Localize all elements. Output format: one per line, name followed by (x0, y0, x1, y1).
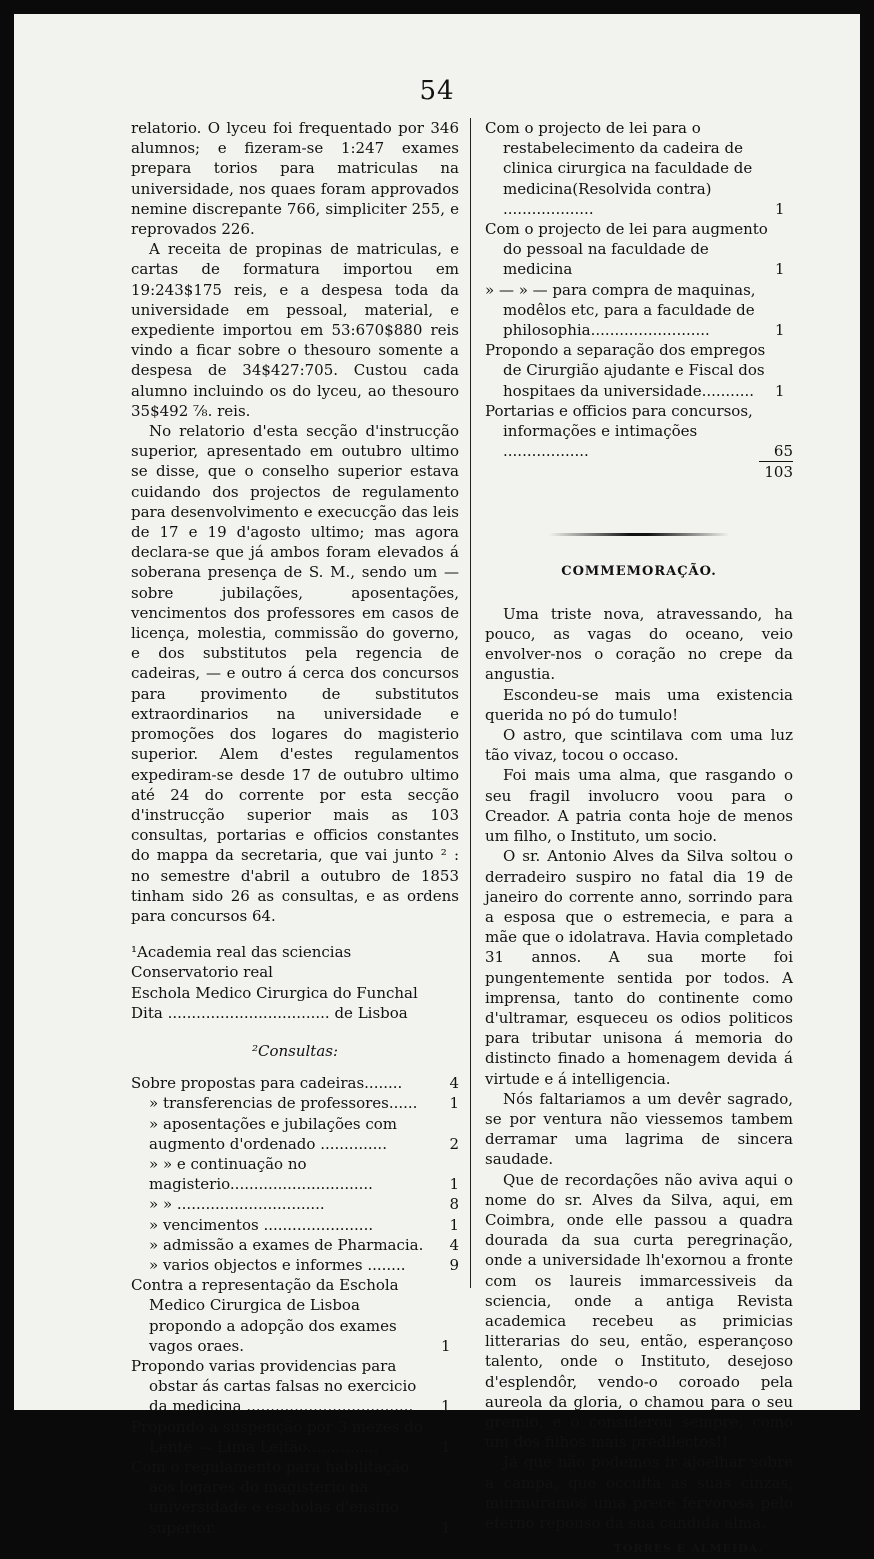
consultation-entry: Propondo a suspenção por 3 mezes do Lente — Lima Leitão............... 1 (131, 1417, 451, 1456)
entry-text: Propondo varias providencias para obstar ás cartas falsas no exercicio da medicina ................................... (131, 1356, 417, 1416)
commemoration-paragraph: Escondeu-se mais uma existencia querida no pó do tumulo! (485, 685, 793, 724)
footnote-line: Eschola Medico Cirurgica do Funchal (131, 983, 418, 1002)
consultation-entry (485, 401, 793, 462)
entry-count: 65 (773, 442, 793, 461)
entry-text: » — » — para compra de maquinas, modêlos etc, para a faculdade de philosophia......................... (485, 280, 756, 340)
commemoration-paragraph: Uma triste nova, atravessando, ha pouco, as vagas do oceano, veio envolver-nos o coração no crepe da angustia. (485, 604, 793, 684)
footnote-2-title: ²Consultas: (251, 1041, 339, 1060)
entry-count: 8 (449, 1195, 459, 1214)
section-ornament (549, 533, 729, 536)
entry-text: Sobre propostas para cadeiras........ (131, 1074, 403, 1093)
entry-text: Propondo a separação dos empregos de Cirurgião ajudante e Fiscal dos hospitaes da universidade........... (485, 341, 766, 400)
consultation-entry (131, 1255, 459, 1275)
consultation-entry: Propondo varias providencias para obstar ás cartas falsas no exercicio da medicina ................................... 1 (131, 1356, 451, 1416)
left-column (131, 118, 459, 1538)
consultation-entry (131, 1093, 459, 1113)
consultation-entry (131, 1073, 459, 1093)
entry-text: Com o projecto de lei para augmento do pessoal na faculdade de medicina (485, 220, 768, 279)
commemoration-paragraph: O sr. Antonio Alves da Silva soltou o derradeiro suspiro no fatal dia 19 de janeiro do corrente anno, sorrindo para a esposa que o estremecia, e para a mãe que o idolatrava. Havia completado 31 annos. A sua morte foi pungentemente sentida por todos. A imprensa, tanto do continente como d'ultramar, esqueceu os odios politicos para tributar unisona á memoria do distincto finado a homenagem devida á virtude e á intelligencia. (485, 847, 793, 1088)
consultation-entry: » — » — para compra de maquinas, modêlos etc, para a faculdade de philosophia......................... 1 (485, 280, 785, 340)
author-signature: TORRES E ALMEIDA. (613, 1542, 763, 1556)
section-heading: COMMEMORAÇÃO. (561, 563, 717, 579)
entry-text: Propondo a suspenção por 3 mezes do Lente — Lima Leitão............... (131, 1417, 423, 1456)
entry-count: 1 (449, 1094, 459, 1113)
consultation-entry (131, 1215, 459, 1235)
entry-count: 4 (449, 1235, 459, 1254)
entry-text: » varios objectos e informes ........ (149, 1255, 406, 1274)
consultation-entry: Com o projecto de lei para o restabelecimento da cadeira de clinica cirurgica na faculdade de medicina(Resolvida contra) ................... 1 (485, 119, 785, 218)
entry-count: 1 (449, 1215, 459, 1234)
entry-text: » » ............................... (149, 1195, 325, 1214)
column-divider (470, 118, 471, 1288)
consultation-entry (131, 1154, 459, 1194)
entry-count: 4 (449, 1074, 459, 1093)
footnote-1 (131, 942, 459, 1023)
consultation-entry: Contra a representação da Eschola Medico Cirurgica de Lisboa propondo a adopção dos exames vagos oraes. 1 (131, 1276, 451, 1355)
commemoration-paragraph: O astro, que scintilava com uma luz tão vivaz, tocou o occaso. (485, 726, 793, 765)
commemoration-paragraph: Que de recordações não aviva aqui o nome do sr. Alves da Silva, aqui, em Coimbra, onde elle passou a quadra dourada da sua curta peregrinação, onde a universidade lh'exornou a fronte com os laureis immarcessiveis da sciencia, onde a antiga Revista academica recebeu as primicias litterarias do seu, então, esperançoso talento, onde o Instituto, desejoso d'esplendôr, vendo-o coroado pela aureola da gloria, o chamou para o seu gremio, e o considerou sempre, como um dos filhos mais predilectos!! (485, 1170, 793, 1452)
footnote-line: Dita .................................. de Lisboa (131, 1003, 408, 1022)
consultations-total: 103 (764, 463, 793, 482)
right-column (485, 118, 793, 1559)
consultation-entry: Com o projecto de lei para augmento do pessoal na faculdade de medicina 1 (485, 220, 785, 279)
entry-count: 1 (449, 1175, 459, 1194)
entry-text: Com o projecto de lei para o restabelecimento da cadeira de clinica cirurgica na faculdade de medicina(Resolvida contra) ................... (485, 119, 753, 218)
report-paragraph-1: relatorio. O lyceu foi frequentado por 346 alumnos; e fizeram-se 1:247 exames prepara torios para matriculas na universidade, nos quaes foram approvados nemine discrepante 766, simpliciter 255, e reprovados 226. (131, 119, 459, 239)
entry-count: 2 (449, 1134, 459, 1153)
consultation-entry (131, 1114, 459, 1154)
total-rule (485, 461, 793, 462)
report-paragraph-2: A receita de propinas de matriculas, e cartas de formatura importou em 19:243$175 reis, e a despesa toda da universidade em pessoal, material, e expediente importou em 53:670$880 reis vindo a ficar sobre o thesouro somente a despesa de 34$427:705. Custou cada alumno incluindo os do lyceu, ao thesouro 35$492 ⅞. reis. (131, 240, 459, 420)
commemoration-paragraph: Nós faltariamos a um devêr sagrado, se por ventura não viessemos tambem derramar uma lagrima de sincera saudade. (485, 1089, 793, 1169)
entry-count: 9 (449, 1255, 459, 1274)
consultation-entry: Com o regulamento para habilitação aos logares do magisterio na universidade e escholas d'ensino superior. 1 (131, 1458, 451, 1537)
entry-text: » » e continuação no magisterio.............................. (149, 1154, 373, 1194)
entry-text: » aposentações e jubilações com augmento d'ordenado .............. (149, 1114, 398, 1153)
document-page (14, 14, 860, 1556)
commemoration-paragraph: Já que não podemos ir ajoelhar sobre a campa, que occulta as suas cinzas, murmuramos uma prece fervorosa pelo eterno repouso da sua candida alma. (485, 1453, 793, 1532)
entry-text: » admissão a exames de Pharmacia. (149, 1235, 424, 1254)
page-number: 54 (419, 76, 455, 106)
consultation-entry (131, 1235, 459, 1255)
entry-text: » transferencias de professores...... (149, 1094, 418, 1113)
consultation-entry (131, 1194, 459, 1214)
footnote-line: Conservatorio real (131, 963, 273, 982)
entry-text: Com o regulamento para habilitação aos logares do magisterio na universidade e escholas d'ensino superior. (131, 1458, 410, 1537)
report-paragraph-3: No relatorio d'esta secção d'instrucção superior, apresentado em outubro ultimo se disse, que o conselho superior estava cuidando dos projectos de regulamento para desenvolvimento e execucção das leis de 17 e 19 d'agosto ultimo; mas agora declara-se que já ambos foram elevados á soberana presença de S. M., sendo um — sobre jubilações, aposentações, vencimentos dos professores em casos de licença, molestia, commissão do governo, e dos substitutos pela regencia de cadeiras, — e outro á cerca dos concursos para provimento de substitutos extraordinarios na universidade e promoções dos logares do magisterio superior. Alem d'estes regulamentos expediram-se desde 17 de outubro ultimo até 24 do corrente por esta secção d'instrucção superior mais as 103 consultas, portarias e officios constantes do mappa da secretaria, que vai junto ² : no semestre d'abril a outubro de 1853 tinham sido 26 as consultas, e as ordens para concursos 64. (131, 422, 459, 925)
entry-text: Portarias e officios para concursos, informações e intimações .................. (485, 401, 753, 461)
entry-text: » vencimentos ....................... (149, 1215, 374, 1234)
consultation-entry: Propondo a separação dos empregos de Cirurgião ajudante e Fiscal dos hospitaes da universidade........... 1 (485, 341, 785, 400)
entry-text: Contra a representação da Eschola Medico Cirurgica de Lisboa propondo a adopção dos exames vagos oraes. (131, 1276, 399, 1355)
commemoration-paragraph: Foi mais uma alma, que rasgando o seu fragil involucro voou para o Creador. A patria conta hoje de menos um filho, o Instituto, um socio. (485, 766, 793, 846)
footnote-line: ¹Academia real das sciencias (131, 943, 352, 962)
